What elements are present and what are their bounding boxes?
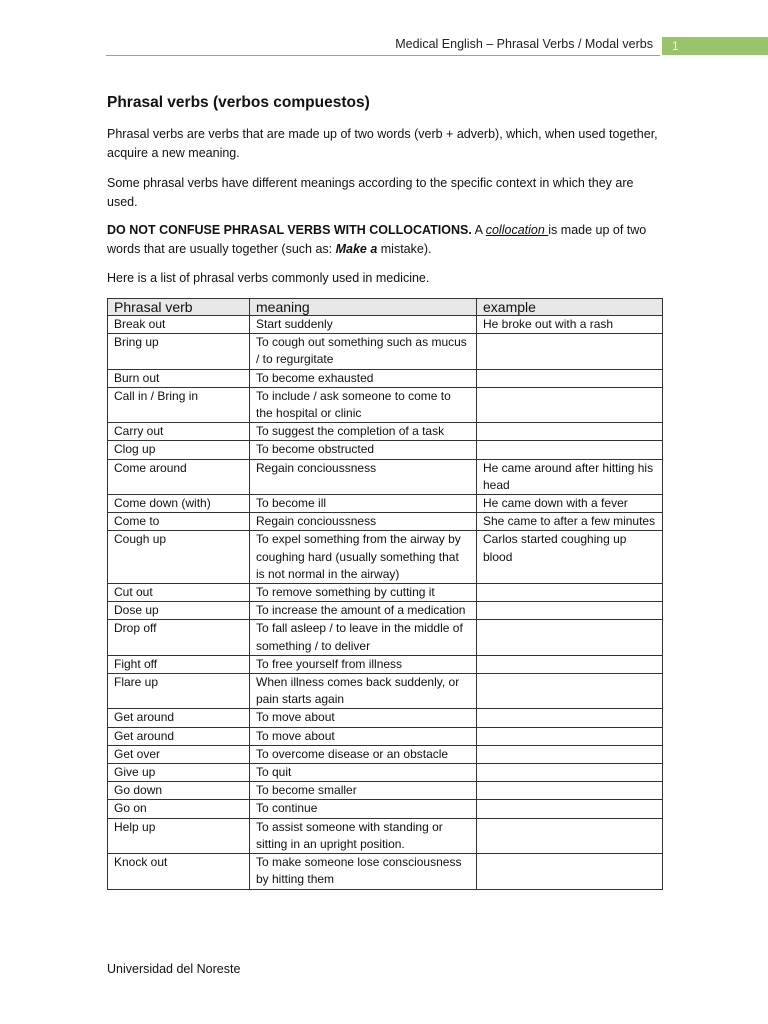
table-row (108, 441, 663, 459)
cell-phrasal-verb: Break out (108, 316, 250, 334)
cell-example (477, 800, 663, 818)
table-row (108, 620, 663, 655)
header-phrasal-verb: Phrasal verb (108, 299, 250, 316)
table-row (108, 602, 663, 620)
cell-example (477, 584, 663, 602)
cell-example (477, 818, 663, 853)
cell-meaning: To become exhausted (250, 369, 477, 387)
cell-phrasal-verb: Clog up (108, 441, 250, 459)
cell-example: She came to after a few minutes (477, 513, 663, 531)
cell-meaning: When illness comes back suddenly, or pain starts again (250, 674, 477, 709)
context-paragraph: Some phrasal verbs have different meanings according to the specific context in which they are used. (107, 176, 634, 209)
table-row (108, 655, 663, 673)
cell-meaning: To remove something by cutting it (250, 584, 477, 602)
table-row (108, 674, 663, 709)
cell-phrasal-verb: Come around (108, 459, 250, 494)
cell-example (477, 369, 663, 387)
table-row (108, 495, 663, 513)
cell-meaning: Start suddenly (250, 316, 477, 334)
collocation-example: Make a (335, 242, 378, 256)
table-row (108, 764, 663, 782)
cell-example: He came around after hitting his head (477, 459, 663, 494)
collocation-text-b: is made up of two words that are usually together (such as: (107, 223, 647, 256)
cell-phrasal-verb: Come down (with) (108, 495, 250, 513)
cell-phrasal-verb: Call in / Bring in (108, 387, 250, 422)
table-row (108, 334, 663, 369)
cell-meaning: To quit (250, 764, 477, 782)
table-header-row (108, 299, 663, 316)
cell-meaning: To overcome disease or an obstacle (250, 745, 477, 763)
collocation-term: collocation (485, 223, 549, 237)
cell-meaning: To increase the amount of a medication (250, 602, 477, 620)
intro-paragraph: Phrasal verbs are verbs that are made up of two words (verb + adverb), which, when used together, acquire a new meaning. (107, 127, 658, 160)
cell-phrasal-verb: Burn out (108, 369, 250, 387)
collocation-text-c: mistake). (377, 242, 432, 256)
cell-phrasal-verb: Go down (108, 782, 250, 800)
cell-example (477, 387, 663, 422)
cell-meaning: To continue (250, 800, 477, 818)
cell-phrasal-verb: Get around (108, 709, 250, 727)
cell-example (477, 620, 663, 655)
cell-phrasal-verb: Help up (108, 818, 250, 853)
running-header-title: Medical English – Phrasal Verbs / Modal verbs (395, 37, 653, 51)
cell-meaning: To become ill (250, 495, 477, 513)
cell-example (477, 674, 663, 709)
cell-example: Carlos started coughing up blood (477, 531, 663, 584)
header-meaning: meaning (250, 299, 477, 316)
cell-example (477, 854, 663, 889)
cell-example (477, 334, 663, 369)
cell-phrasal-verb: Flare up (108, 674, 250, 709)
cell-example (477, 441, 663, 459)
cell-phrasal-verb: Carry out (108, 423, 250, 441)
cell-phrasal-verb: Knock out (108, 854, 250, 889)
footer-institution: Universidad del Noreste (107, 962, 241, 976)
cell-meaning: To make someone lose consciousness by hitting them (250, 854, 477, 889)
cell-phrasal-verb: Fight off (108, 655, 250, 673)
table-row (108, 727, 663, 745)
table-row (108, 513, 663, 531)
cell-meaning: To move about (250, 727, 477, 745)
cell-phrasal-verb: Bring up (108, 334, 250, 369)
collocation-warning: DO NOT CONFUSE PHRASAL VERBS WITH COLLOCATIONS. (107, 223, 472, 237)
cell-phrasal-verb: Get around (108, 727, 250, 745)
cell-phrasal-verb: Cough up (108, 531, 250, 584)
cell-example (477, 764, 663, 782)
cell-meaning: Regain concioussness (250, 513, 477, 531)
cell-phrasal-verb: Come to (108, 513, 250, 531)
table-row (108, 316, 663, 334)
table-row (108, 459, 663, 494)
table-row (108, 531, 663, 584)
cell-example (477, 709, 663, 727)
table-row (108, 745, 663, 763)
cell-meaning: To become obstructed (250, 441, 477, 459)
cell-meaning: To free yourself from illness (250, 655, 477, 673)
cell-meaning: To include / ask someone to come to the hospital or clinic (250, 387, 477, 422)
cell-example (477, 745, 663, 763)
cell-example (477, 655, 663, 673)
cell-meaning: To assist someone with standing or sitting in an upright position. (250, 818, 477, 853)
cell-phrasal-verb: Cut out (108, 584, 250, 602)
page-number-badge: 1 (662, 37, 768, 55)
cell-meaning: To move about (250, 709, 477, 727)
cell-example (477, 602, 663, 620)
cell-meaning: To cough out something such as mucus / to regurgitate (250, 334, 477, 369)
cell-phrasal-verb: Dose up (108, 602, 250, 620)
cell-phrasal-verb: Drop off (108, 620, 250, 655)
table-row (108, 584, 663, 602)
cell-meaning: Regain concioussness (250, 459, 477, 494)
table-row (108, 369, 663, 387)
collocation-paragraph (107, 221, 667, 259)
header-example: example (477, 299, 663, 316)
table-row (108, 709, 663, 727)
cell-phrasal-verb: Give up (108, 764, 250, 782)
list-intro-paragraph: Here is a list of phrasal verbs commonly used in medicine. (107, 271, 430, 285)
phrasal-verbs-table (107, 298, 663, 890)
cell-example (477, 423, 663, 441)
cell-meaning: To suggest the completion of a task (250, 423, 477, 441)
table-row (108, 387, 663, 422)
cell-phrasal-verb: Get over (108, 745, 250, 763)
cell-example (477, 782, 663, 800)
collocation-text-a: A (471, 223, 486, 237)
cell-example: He came down with a fever (477, 495, 663, 513)
cell-phrasal-verb: Go on (108, 800, 250, 818)
table-row (108, 800, 663, 818)
cell-meaning: To become smaller (250, 782, 477, 800)
cell-example (477, 727, 663, 745)
table-row (108, 854, 663, 889)
cell-meaning: To expel something from the airway by coughing hard (usually something that is not normal in the airway) (250, 531, 477, 584)
table-row (108, 818, 663, 853)
table-row (108, 423, 663, 441)
section-heading: Phrasal verbs (verbos compuestos) (107, 94, 370, 111)
table-row (108, 782, 663, 800)
cell-example: He broke out with a rash (477, 316, 663, 334)
cell-meaning: To fall asleep / to leave in the middle of something / to deliver (250, 620, 477, 655)
header-divider (106, 55, 660, 56)
